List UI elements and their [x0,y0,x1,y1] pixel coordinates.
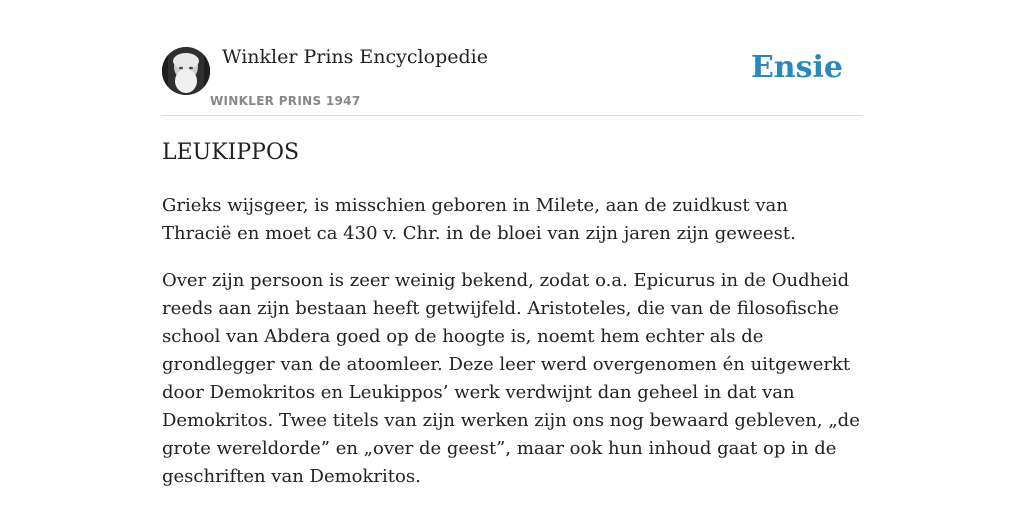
site-header [162,0,862,116]
edition-label[interactable]: WINKLER PRINS 1947 [210,94,361,108]
page [162,0,862,512]
author-avatar[interactable] [162,47,210,95]
site-title[interactable]: Winkler Prins Encyclopedie [222,46,488,68]
article-paragraph: Grieks wijsgeer, is misschien geboren in Milete, aan de zuidkust van Thracië en moet ca 430 v. Chr. in de bloei van zijn jaren zijn geweest. [162,195,796,244]
brand-logo[interactable]: Ensie [750,50,843,85]
article-paragraph: Over zijn persoon is zeer weinig bekend, zodat o.a. Epicurus in de Oudheid reeds aan zijn bestaan heeft getwijfeld. Aristoteles, die van de filosofische school van Abdera goed op de hoogte is, noemt hem echter als de grondlegger van de atoomleer. Deze leer werd overgenomen én uitgewerkt door Demokritos en Leukippos’ werk verdwijnt dan geheel in dat van Demokritos. Twee titels van zijn werken zijn ons nog bewaard gebleven, „de grote wereldorde” en „over de geest”, maar ook hun inhoud gaat op in de geschriften van Demokritos. [162,270,860,487]
portrait-icon [162,47,210,95]
article-title: LEUKIPPOS [162,140,300,165]
